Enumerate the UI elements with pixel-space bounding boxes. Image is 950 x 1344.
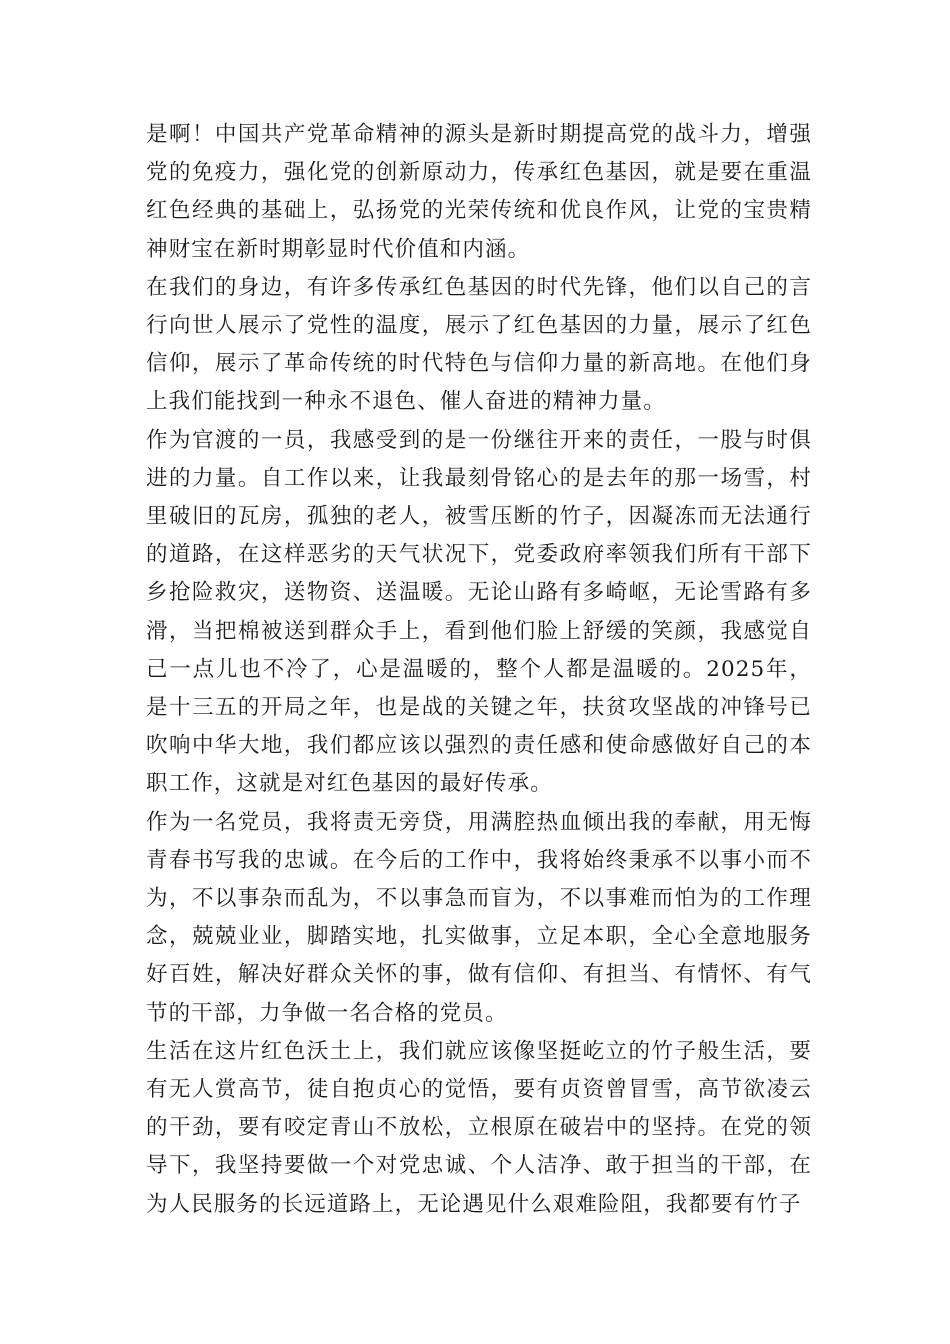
paragraph-3: 作为官渡的一员，我感受到的是一份继往开来的责任，一股与时俱进的力量。自工作以来，让我最刻骨铭心的是去年的那一场雪，村里破旧的瓦房，孤独的老人，被雪压断的竹子，因凝冻而无法通行的道路，在这样恶劣的天气状况下，党委政府率领我们所有干部下乡抢险救灾，送物资、送温暖。无论山路有多崎岖，无论雪路有多滑，当把棉被送到群众手上，看到他们脸上舒缓的笑颜，我感觉自己一点儿也不冷了，心是温暖的，整个人都是温暖的。2025年，是十三五的开局之年，也是战的关键之年，扶贫攻坚战的冲锋号已吹响中华大地，我们都应该以强烈的责任感和使命感做好自己的本职工作，这就是对红色基因的最好传承。 — [146, 427, 812, 797]
paragraph-4: 作为一名党员，我将责无旁贷，用满腔热血倾出我的奉献，用无悔青春书写我的忠诚。在今后的工作中，我将始终秉承不以事小而不为，不以事杂而乱为，不以事急而盲为，不以事难而怕为的工作理念，兢兢业业，脚踏实地，扎实做事，立足本职，全心全意地服务好百姓，解决好群众关怀的事，做有信仰、有担当、有情怀、有气节的干部，力争做一名合格的党员。 — [146, 809, 812, 1026]
paragraph-2: 在我们的身边，有许多传承红色基因的时代先锋，他们以自己的言行向世人展示了党性的温度，展示了红色基因的力量，展示了红色信仰，展示了革命传统的时代特色与信仰力量的新高地。在他们身上我们能找到一种永不退色、催人奋进的精神力量。 — [146, 274, 812, 415]
paragraph-5: 生活在这片红色沃土上，我们就应该像坚挺屹立的竹子般生活，要有无人赏高节，徒自抱贞心的觉悟，要有贞资曾冒雪，高节欲凌云的干劲，要有咬定青山不放松，立根原在破岩中的坚持。在党的领导下，我坚持要做一个对党忠诚、个人洁净、敢于担当的干部，在为人民服务的长远道路上，无论遇见什么艰难险阻，我都要有竹子 — [146, 1038, 812, 1217]
paragraph-1: 是啊！中国共产党革命精神的源头是新时期提高党的战斗力，增强党的免疫力，强化党的创新原动力，传承红色基因，就是要在重温红色经典的基础上，弘扬党的光荣传统和优良作风，让党的宝贵精神财宝在新时期彰显时代价值和内涵。 — [146, 122, 812, 262]
document-body — [146, 116, 812, 1224]
